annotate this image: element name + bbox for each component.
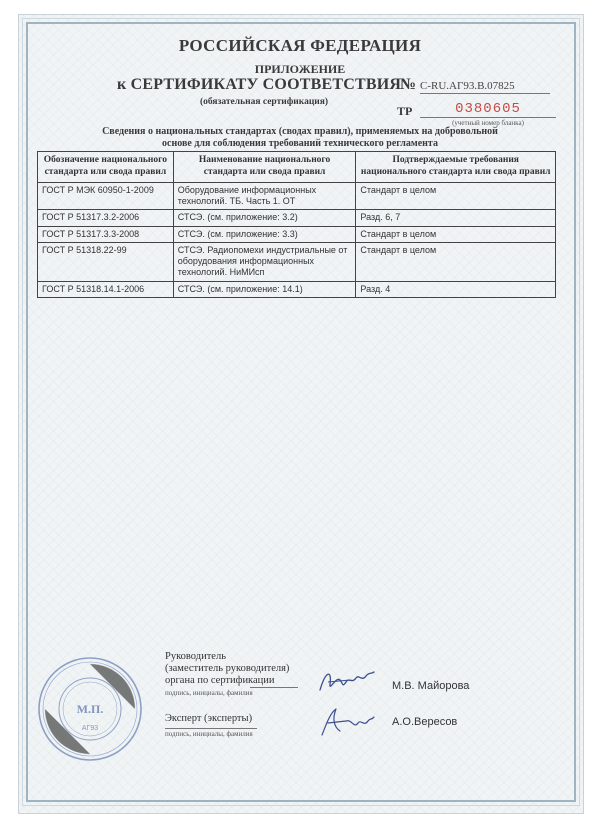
column-header-requirements: Подтверждаемые требования национального стандарта или свода правил xyxy=(356,152,556,183)
mandatory-note: (обязательная сертификация) xyxy=(200,97,329,107)
table-row xyxy=(38,242,556,281)
table-row xyxy=(38,226,556,242)
appendix-title: ПРИЛОЖЕНИЕ xyxy=(254,62,346,76)
info-heading-line2: основе для соблюдения требований технического регламента xyxy=(162,138,438,149)
head-handwritten-signature xyxy=(316,666,378,696)
cell-designation: ГОСТ Р 51317.3.3-2008 xyxy=(38,226,174,242)
cell-requirements: Стандарт в целом xyxy=(356,226,556,242)
expert-handwritten-signature xyxy=(316,705,378,739)
blank-number-caption: (учетный номер бланка) xyxy=(452,119,524,127)
cell-name: СТСЭ. (см. приложение: 14.1) xyxy=(173,281,356,297)
blank-number: 0380605 xyxy=(420,101,556,118)
head-title-line1: Руководитель xyxy=(165,651,226,662)
head-signature-caption: подпись, инициалы, фамилия xyxy=(165,689,253,697)
certificate-number: C-RU.АГ93.B.07825 xyxy=(420,80,550,94)
standards-table xyxy=(37,151,556,298)
stamp-center-label: М.П. xyxy=(76,702,104,716)
column-header-name: Наименование национального стандарта или свода правил xyxy=(173,152,356,183)
cell-requirements: Стандарт в целом xyxy=(356,242,556,281)
table-header-row xyxy=(38,152,556,183)
series-prefix: ТР xyxy=(397,104,413,118)
expert-signature-line xyxy=(165,728,257,729)
cell-designation: ГОСТ Р 51317.3.2-2006 xyxy=(38,210,174,226)
cell-requirements: Разд. 4 xyxy=(356,281,556,297)
expert-signature-caption: подпись, инициалы, фамилия xyxy=(165,730,253,738)
expert-name: А.О.Вересов xyxy=(392,716,458,728)
cell-name: СТСЭ. (см. приложение: 3.2) xyxy=(173,210,356,226)
cell-requirements: Разд. 6, 7 xyxy=(356,210,556,226)
head-signature-title xyxy=(165,651,289,687)
official-stamp-seal xyxy=(37,656,143,762)
country-title: РОССИЙСКАЯ ФЕДЕРАЦИЯ xyxy=(178,36,422,55)
number-sign: № xyxy=(400,76,417,93)
head-title-line3: органа по сертификации xyxy=(165,675,275,687)
certificate-title: к СЕРТИФИКАТУ СООТВЕТСТВИЯ xyxy=(117,76,402,93)
cell-name: Оборудование информационных технологий. ТБ. Часть 1. ОТ xyxy=(173,182,356,210)
table-row xyxy=(38,182,556,210)
head-title-line2: (заместитель руководителя) xyxy=(165,663,290,675)
column-header-designation: Обозначение национального стандарта или свода правил xyxy=(38,152,174,183)
table-row xyxy=(38,281,556,297)
table-row xyxy=(38,210,556,226)
expert-title: Эксперт (эксперты) xyxy=(165,713,253,724)
cell-name: СТСЭ. Радиопомехи индустриальные от оборудования информационных технологий. НиМИсп xyxy=(173,242,356,281)
stamp-inner-label: АГ93 xyxy=(81,725,99,732)
cell-name: СТСЭ. (см. приложение: 3.3) xyxy=(173,226,356,242)
head-name: М.В. Майорова xyxy=(392,680,470,692)
head-signature-line xyxy=(250,687,298,688)
cell-designation: ГОСТ Р МЭК 60950-1-2009 xyxy=(38,182,174,210)
cell-designation: ГОСТ Р 51318.22-99 xyxy=(38,242,174,281)
cell-requirements: Стандарт в целом xyxy=(356,182,556,210)
info-heading-line1: Сведения о национальных стандартах (сводах правил), применяемых на добровольной xyxy=(102,126,498,137)
footer-print-line xyxy=(140,800,440,806)
cell-designation: ГОСТ Р 51318.14.1-2006 xyxy=(38,281,174,297)
